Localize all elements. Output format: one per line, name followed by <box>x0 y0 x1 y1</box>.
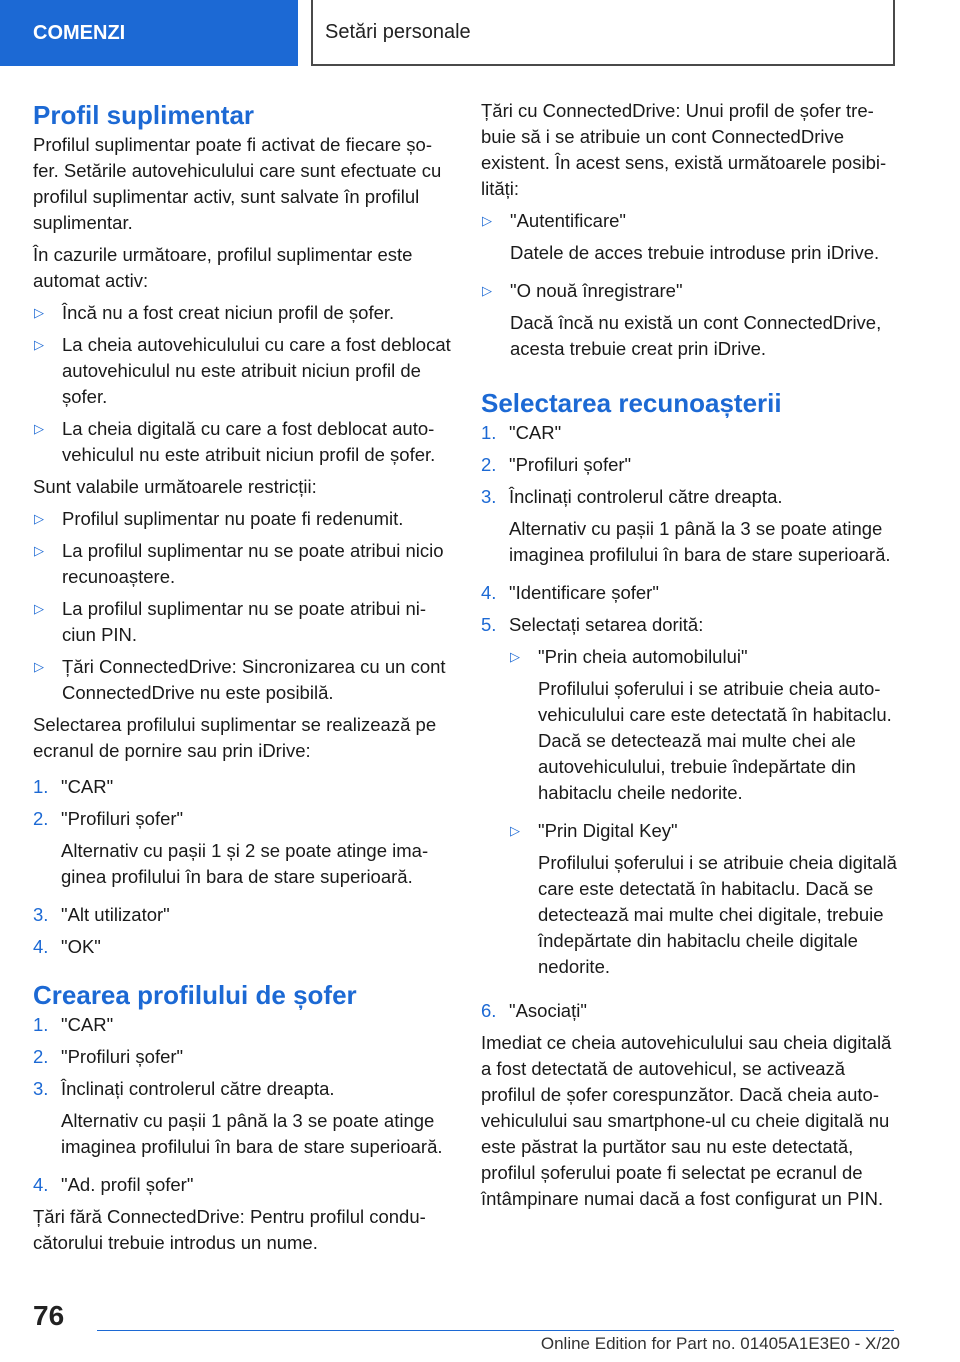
section-tab: COMENZI <box>0 0 298 66</box>
triangle-bullet-icon: ▷ <box>34 511 44 526</box>
step-number: 6. <box>481 1000 497 1021</box>
step-number: 4. <box>33 1174 49 1195</box>
step-item: 1. "CAR" <box>33 774 451 800</box>
heading-select-recognition: Selectarea recunoașterii <box>481 388 782 418</box>
step-item: 3. "Alt utilizator" <box>33 902 451 928</box>
step-number: 3. <box>481 486 497 507</box>
triangle-bullet-icon: ▷ <box>34 305 44 320</box>
edition-note: Online Edition for Part no. 01405A1E3E0 - X/20 <box>540 1334 900 1353</box>
bullet-item: ▷ La profilul suplimentar nu se poate atribui nicio recunoaștere. <box>33 538 451 590</box>
triangle-bullet-icon: ▷ <box>34 337 44 352</box>
paragraph: Țări fără ConnectedDrive: Pentru profilul conducătorului trebuie introdus un nume. <box>33 1206 426 1253</box>
step-item: 2. "Profiluri șofer" Alternativ cu pașii 1 și 2 se poate atinge imaginea profilului în bara de stare superioară. <box>33 806 451 896</box>
step-item: 2. "Profiluri șofer" <box>33 1044 451 1070</box>
bullet-item: ▷ "O nouă înregistrare" Dacă încă nu există un cont ConnectedDrive, acesta trebuie creat prin iDrive. <box>481 278 899 368</box>
triangle-bullet-icon: ▷ <box>34 659 44 674</box>
paragraph: Sunt valabile următoarele restricții: <box>33 476 317 497</box>
triangle-bullet-icon: ▷ <box>34 543 44 558</box>
step-number: 1. <box>33 776 49 797</box>
step-number: 2. <box>481 454 497 475</box>
step-item: 1. "CAR" <box>481 420 899 446</box>
bullet-item: ▷ La profilul suplimentar nu se poate atribui niciun PIN. <box>33 596 451 648</box>
heading-create-driver-profile: Crearea profilului de șofer <box>33 980 357 1010</box>
chapter-title: Setări personale <box>311 0 895 66</box>
triangle-bullet-icon: ▷ <box>510 649 520 664</box>
step-number: 4. <box>481 582 497 603</box>
bullet-item: ▷ La cheia digitală cu care a fost deblocat autovehiculul nu este atribuit niciun profil de șofer. <box>33 416 451 468</box>
bullet-item: ▷ "Autentificare" Datele de acces trebuie introduse prin iDrive. <box>481 208 899 272</box>
step-item: 6. "Asociați" <box>481 998 899 1024</box>
step-item: 4. "Identificare șofer" <box>481 580 899 606</box>
paragraph: Imediat ce cheia autovehiculului sau cheia digitală a fost detectată de autovehicul, se activează profilul de șofer corespunzător. Dacă cheia autovehiculului sau smartphone-ul cu cheie digitală nu este păstrat la purtător sau nu este detectată, profilul șoferului poate fi selectat pe ecranul de întâmpinare numai dacă a fost configurat un PIN. <box>481 1032 892 1209</box>
sub-bullet-item: ▷ "Prin Digital Key" Profilului șoferului i se atribuie cheia digitală care este detectată în habitaclu. Dacă se detectează mai multe chei digitale, trebuie îndepărtate din habitaclu cheile digitale nedorite. <box>509 818 899 986</box>
right-column <box>481 98 899 1218</box>
triangle-bullet-icon: ▷ <box>34 421 44 436</box>
step-number: 3. <box>33 904 49 925</box>
step-number: 2. <box>33 1046 49 1067</box>
step-item: 5. Selectați setarea dorită: ▷ "Prin cheia automobilului" Profilului șoferului i se atribuie cheia autovehiculului care este detectată în habitaclu. Dacă se detectează mai multe chei ale autovehiculului, trebuie îndepărtate din habitaclu cheile nedorite. ▷ "Prin Digital Key" Profilului șoferului i se atribuie cheia digitală care este detectată în habitaclu. Dacă se detectează mai multe chei digitale, trebuie îndepărtate din habitaclu cheile digitale nedorite. <box>481 612 899 992</box>
triangle-bullet-icon: ▷ <box>482 213 492 228</box>
bullet-item: ▷ Încă nu a fost creat niciun profil de șofer. <box>33 300 451 326</box>
heading-additional-profile: Profil suplimentar <box>33 100 255 130</box>
step-item: 1. "CAR" <box>33 1012 451 1038</box>
paragraph: Țări cu ConnectedDrive: Unui profil de șofer trebuie să i se atribuie un cont ConnectedDrive existent. În acest sens, există următoarele posibilități: <box>481 100 887 199</box>
step-item: 2. "Profiluri șofer" <box>481 452 899 478</box>
triangle-bullet-icon: ▷ <box>482 283 492 298</box>
paragraph: Selectarea profilului suplimentar se realizează pe ecranul de pornire sau prin iDrive: <box>33 714 437 761</box>
bullet-item: ▷ Țări ConnectedDrive: Sincronizarea cu un cont ConnectedDrive nu este posibilă. <box>33 654 451 706</box>
step-number: 1. <box>481 422 497 443</box>
step-item: 3. Înclinați controlerul către dreapta. Alternativ cu pașii 1 până la 3 se poate atinge imaginea profilului în bara de stare superioară. <box>33 1076 451 1166</box>
step-number: 4. <box>33 936 49 957</box>
page-number: 76 <box>33 1300 65 1331</box>
bullet-item: ▷ La cheia autovehiculului cu care a fost deblocat autovehiculul nu este atribuit niciun profil de șofer. <box>33 332 451 410</box>
footer-divider <box>97 1330 894 1331</box>
left-column <box>33 98 451 1262</box>
step-item: 4. "OK" <box>33 934 451 960</box>
triangle-bullet-icon: ▷ <box>34 601 44 616</box>
bullet-item: ▷ Profilul suplimentar nu poate fi redenumit. <box>33 506 451 532</box>
paragraph: În cazurile următoare, profilul suplimentar este automat activ: <box>33 244 413 291</box>
step-item: 3. Înclinați controlerul către dreapta. Alternativ cu pașii 1 până la 3 se poate atinge imaginea profilului în bara de stare superioară. <box>481 484 899 574</box>
sub-bullet-item: ▷ "Prin cheia automobilului" Profilului șoferului i se atribuie cheia autovehiculului care este detectată în habitaclu. Dacă se detectează mai multe chei ale autovehiculului, trebuie îndepărtate din habitaclu cheile nedorite. <box>509 644 899 812</box>
step-number: 3. <box>33 1078 49 1099</box>
step-number: 5. <box>481 614 497 635</box>
step-number: 1. <box>33 1014 49 1035</box>
triangle-bullet-icon: ▷ <box>510 823 520 838</box>
page-header <box>0 0 960 66</box>
step-number: 2. <box>33 808 49 829</box>
step-item: 4. "Ad. profil șofer" <box>33 1172 451 1198</box>
paragraph: Profilul suplimentar poate fi activat de fiecare șofer. Setările autovehiculului care sunt efectuate cu profilul suplimentar activ, sunt salvate în profilul suplimentar. <box>33 134 442 233</box>
